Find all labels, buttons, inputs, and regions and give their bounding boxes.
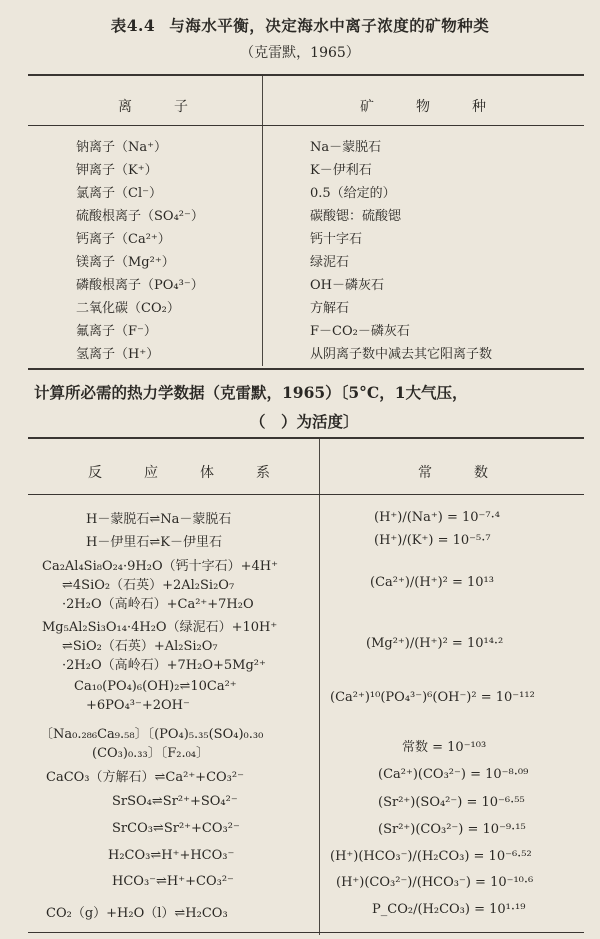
table1-mineral-cell: 碳酸锶：硫酸锶 <box>310 209 402 224</box>
table2-title-line2: （ ）为活度〕 <box>250 412 359 431</box>
equilibrium-constant: (H⁺)/(K⁺) = 10⁻⁵·⁷ <box>374 533 491 548</box>
table2-header-rule <box>28 494 584 495</box>
table1-ion-cell: 钙离子（Ca²⁺） <box>76 232 171 247</box>
table1-title <box>0 14 600 36</box>
equilibrium-constant: (Ca²⁺)/(H⁺)² = 10¹³ <box>370 575 494 590</box>
table1-mineral-cell: 方解石 <box>310 301 350 316</box>
equilibrium-constant: (Ca²⁺)¹⁰(PO₄³⁻)⁶(OH⁻)² = 10⁻¹¹² <box>330 690 535 705</box>
reaction-line: CaCO₃（方解石）⇌Ca²⁺+CO₃²⁻ <box>46 770 244 785</box>
table1-ion-cell: 二氧化碳（CO₂） <box>76 301 180 316</box>
table1-header-rule <box>28 125 584 126</box>
equilibrium-constant: (H⁺)(HCO₃⁻)/(H₂CO₃) = 10⁻⁶·⁵² <box>330 849 532 864</box>
table1-header-mineral: 矿 物 种 <box>360 99 500 115</box>
table1-mineral-cell: F－CO₂－磷灰石 <box>310 324 410 339</box>
reaction-line: +6PO₄³⁻+2OH⁻ <box>86 698 190 713</box>
reaction-line: ⇌SiO₂（石英）+Al₂Si₂O₇ <box>62 639 218 654</box>
equilibrium-constant: 常数 = 10⁻¹⁰³ <box>402 740 487 755</box>
table1-column-divider <box>262 76 263 366</box>
reaction-line: HCO₃⁻⇌H⁺+CO₃²⁻ <box>112 874 234 889</box>
reaction-line: Ca₁₀(PO₄)₆(OH)₂⇌10Ca²⁺ <box>74 679 237 694</box>
table1-number: 表4.4 <box>110 16 156 35</box>
reaction-line: ·2H₂O（高岭石）+Ca²⁺+7H₂O <box>62 597 254 612</box>
reaction-line: Ca₂Al₄Si₈O₂₄·9H₂O（钙十字石）+4H⁺ <box>42 559 278 574</box>
reaction-line: SrCO₃⇌Sr²⁺+CO₃²⁻ <box>112 821 240 836</box>
table1-mineral-cell: 0.5（给定的） <box>310 186 396 201</box>
equilibrium-constant: (Ca²⁺)(CO₃²⁻) = 10⁻⁸·⁰⁹ <box>378 767 529 782</box>
table1-title-text: 与海水平衡，决定海水中离子浓度的矿物种类 <box>169 16 490 35</box>
equilibrium-constant: (Sr²⁺)(SO₄²⁻) = 10⁻⁶·⁵⁵ <box>378 795 525 810</box>
reaction-line: H－伊里石⇌K－伊里石 <box>86 535 222 550</box>
table1-mineral-cell: 绿泥石 <box>310 255 350 270</box>
reaction-line: Mg₅Al₂Si₃O₁₄·4H₂O（绿泥石）+10H⁺ <box>42 620 278 635</box>
table1-ion-cell: 钠离子（Na⁺） <box>76 140 167 155</box>
equilibrium-constant: (Mg²⁺)/(H⁺)² = 10¹⁴·² <box>366 636 504 651</box>
reaction-line: CO₂（g）+H₂O（l）⇌H₂CO₃ <box>46 906 228 921</box>
reaction-line: ⇌4SiO₂（石英）+2Al₂Si₂O₇ <box>62 578 235 593</box>
table1-bottom-rule <box>28 368 584 370</box>
table2-header-constant: 常 数 <box>418 465 502 481</box>
equilibrium-constant: (H⁺)/(Na⁺) = 10⁻⁷·⁴ <box>374 510 500 525</box>
table1-top-rule <box>28 74 584 76</box>
reaction-line: (CO₃)₀.₃₃〕〔F₂.₀₄〕 <box>92 746 210 761</box>
table1-header-ion: 离 子 <box>118 99 202 115</box>
reaction-line: 〔Na₀.₂₈₆Ca₉.₅₈〕〔(PO₄)₅.₃₅(SO₄)₀.₃₀ <box>40 727 264 742</box>
table2-top-rule <box>28 437 584 439</box>
equilibrium-constant: (H⁺)(CO₃²⁻)/(HCO₃⁻) = 10⁻¹⁰·⁶ <box>336 875 534 890</box>
reaction-line: SrSO₄⇌Sr²⁺+SO₄²⁻ <box>112 794 238 809</box>
equilibrium-constant: (Sr²⁺)(CO₃²⁻) = 10⁻⁹·¹⁵ <box>378 822 526 837</box>
table1-mineral-cell: 钙十字石 <box>310 232 363 247</box>
reaction-line: H－蒙脱石⇌Na－蒙脱石 <box>86 512 232 527</box>
table2-title-line1: 计算所必需的热力学数据（克雷默，1965）〔5°C，1大气压， <box>34 383 468 402</box>
table1-ion-cell: 钾离子（K⁺） <box>76 163 158 178</box>
table1-mineral-cell: K－伊利石 <box>310 163 372 178</box>
table1-source: （克雷默，1965） <box>240 45 360 61</box>
table1-ion-cell: 氯离子（Cl⁻） <box>76 186 162 201</box>
table1-ion-cell: 氟离子（F⁻） <box>76 324 157 339</box>
table1-ion-cell: 硫酸根离子（SO₄²⁻） <box>76 209 204 224</box>
table2-bottom-rule <box>28 932 584 933</box>
table2-column-divider <box>319 439 320 935</box>
table2-header-reaction: 反 应 体 系 <box>88 465 284 481</box>
reaction-line: ·2H₂O（高岭石）+7H₂O+5Mg²⁺ <box>62 658 266 673</box>
table1-mineral-cell: Na－蒙脱石 <box>310 140 382 155</box>
table1-ion-cell: 镁离子（Mg²⁺） <box>76 255 175 270</box>
table1-ion-cell: 氢离子（H⁺） <box>76 347 160 362</box>
table1-mineral-cell: OH－磷灰石 <box>310 278 384 293</box>
reaction-line: H₂CO₃⇌H⁺+HCO₃⁻ <box>108 848 235 863</box>
table1-ion-cell: 磷酸根离子（PO₄³⁻） <box>76 278 204 293</box>
equilibrium-constant: P_CO₂/(H₂CO₃) = 10¹·¹⁹ <box>372 902 526 917</box>
table1-mineral-cell: 从阴离子数中减去其它阳离子数 <box>310 347 493 362</box>
